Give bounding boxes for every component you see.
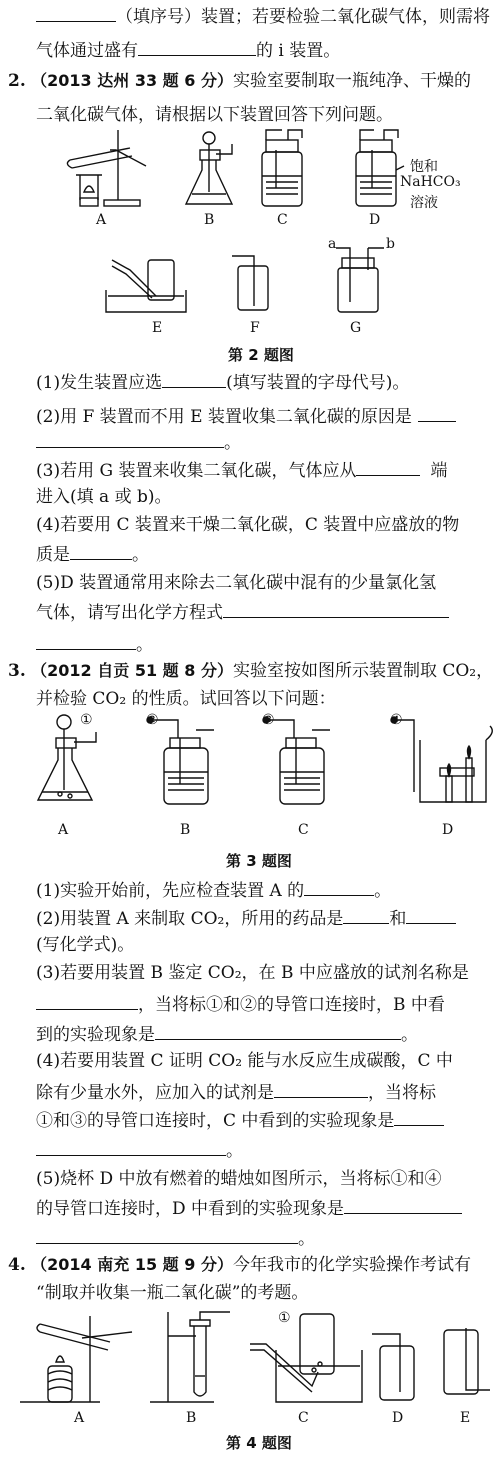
- question-source: （2013 达州 33 题 6 分）: [31, 71, 233, 90]
- label-d: D: [392, 1410, 404, 1426]
- q2-part2: [36, 404, 456, 428]
- label-d: D: [369, 212, 381, 228]
- label-c: C: [277, 212, 288, 228]
- q2-part4-cont: [36, 542, 149, 566]
- part-text: 到的实验现象是: [36, 1025, 155, 1045]
- q3-part4: [36, 1050, 453, 1072]
- q2-stem-line1: [8, 70, 471, 92]
- question-source: （2012 自贡 51 题 8 分）: [31, 661, 233, 680]
- figure-caption: 第 4 题图: [226, 1434, 292, 1452]
- answer-blank[interactable]: [406, 906, 456, 924]
- part-text: ，当将标: [368, 1083, 436, 1103]
- part-text: (1)发生装置应选: [36, 373, 163, 393]
- q4-apparatus-figure: [0, 1306, 504, 1416]
- part-text: (3)若要用装置 B 鉴定 CO₂，在 B 中应盛放的试剂名称是: [36, 963, 469, 983]
- label-b: B: [204, 212, 215, 228]
- d-note-2: NaHCO₃: [400, 174, 461, 190]
- answer-blank[interactable]: [343, 906, 389, 924]
- answer-blank[interactable]: [36, 1226, 298, 1244]
- answer-blank[interactable]: [70, 542, 132, 560]
- question-number: 4.: [8, 1255, 26, 1275]
- question-stem: 今年我市的化学实验操作考试有: [232, 1255, 471, 1275]
- apparatus-e: [444, 1328, 490, 1394]
- marker-4: ④: [390, 712, 403, 728]
- part-text: 和: [389, 909, 407, 929]
- q3-part3: [36, 962, 469, 984]
- question-stem: 实验室要制取一瓶纯净、干燥的: [232, 71, 471, 91]
- figure-caption: 第 2 题图: [228, 346, 294, 364]
- apparatus-b: [186, 132, 232, 204]
- apparatus-b: [150, 1312, 230, 1402]
- apparatus-d: [372, 1334, 414, 1400]
- q3-stem-line1: [8, 660, 493, 682]
- q1-text: （填序号）装置；若要检验二氧化碳气体，则需将: [116, 7, 490, 27]
- apparatus-e: [106, 260, 186, 312]
- question-stem: 实验室按如图所示装置制取 CO₂，: [232, 661, 494, 681]
- q4-stem-line2: [36, 1282, 308, 1304]
- q3-apparatus-figure: [0, 712, 504, 832]
- q3-part5: [36, 1168, 442, 1190]
- label-b: B: [180, 822, 191, 838]
- part-text: 。: [136, 635, 153, 655]
- label-e: E: [152, 320, 163, 336]
- part-text: (5)D 装置通常用来除去二氧化碳中混有的少量氯化氢: [36, 573, 437, 593]
- q4-stem-line1: [8, 1254, 471, 1276]
- part-text: (3)若用 G 装置来收集二氧化碳，气体应从: [36, 461, 357, 481]
- answer-blank[interactable]: [36, 4, 116, 22]
- part-text: 进入(填 a 或 b)。: [36, 487, 172, 507]
- part-text: 。: [224, 433, 241, 453]
- q2-apparatus-figure: [0, 120, 504, 350]
- part-text: ，当将标①和②的导管口连接时，B 中看: [138, 995, 445, 1015]
- question-stem: 并检验 CO₂ 的性质。试回答以下问题：: [36, 689, 336, 709]
- part-text: (2)用装置 A 来制取 CO₂，所用的药品是: [36, 909, 344, 929]
- q2-part1: [36, 370, 409, 394]
- answer-blank[interactable]: [36, 430, 224, 448]
- apparatus-f: [232, 256, 268, 310]
- part-text: 。: [132, 545, 149, 565]
- q2-part5: [36, 572, 436, 594]
- d-note-3: 溶液: [410, 195, 438, 211]
- label-c: C: [298, 1410, 309, 1426]
- part-text: (5)烧杯 D 中放有燃着的蜡烛如图所示，当将标①和④: [36, 1169, 442, 1189]
- q3-part4-cont2: [36, 1108, 444, 1132]
- q3-part2-cont: [36, 934, 134, 956]
- part-text: 。: [298, 1229, 315, 1249]
- answer-blank[interactable]: [223, 600, 449, 618]
- apparatus-d: [356, 130, 404, 206]
- question-stem: 二氧化碳气体，请根据以下装置回答下列问题。: [36, 105, 393, 125]
- label-e: E: [460, 1410, 471, 1426]
- label-c: C: [298, 822, 309, 838]
- question-stem: “制取并收集一瓶二氧化碳”的考题。: [36, 1283, 309, 1303]
- apparatus-a: [67, 130, 146, 206]
- answer-blank[interactable]: [36, 1138, 226, 1156]
- answer-blank[interactable]: [344, 1196, 462, 1214]
- label-f: F: [250, 320, 260, 336]
- q3-part1: [36, 878, 391, 902]
- part-text: 除有少量水外，应加入的试剂是: [36, 1083, 274, 1103]
- q3-part3-end: [36, 1022, 418, 1046]
- label-a: A: [96, 212, 107, 228]
- q1-line1: [36, 4, 490, 28]
- q3-stem-line2: [36, 688, 336, 710]
- question-source: （2014 南充 15 题 9 分）: [31, 1255, 233, 1274]
- marker-2: ②: [146, 712, 159, 728]
- answer-blank[interactable]: [138, 38, 256, 56]
- part-text: (填写装置的字母代号)。: [226, 373, 410, 393]
- d-note-1: 饱和: [410, 159, 438, 175]
- q3-part4-end: [36, 1138, 243, 1162]
- part-text: (写化学式)。: [36, 935, 135, 955]
- q1-text: 的 i 装置。: [256, 41, 341, 61]
- apparatus-c: [262, 130, 302, 206]
- part-text: (4)若要用装置 C 证明 CO₂ 能与水反应生成碳酸，C 中: [36, 1051, 453, 1071]
- question-number: 3.: [8, 661, 26, 681]
- g-tube-a: a: [328, 236, 337, 252]
- q3-part5-cont: [36, 1196, 462, 1220]
- q3-part3-cont: [36, 992, 445, 1016]
- q2-part4: [36, 514, 459, 536]
- marker-1: ①: [80, 712, 93, 728]
- q2-part5-end: [36, 632, 153, 656]
- part-text: ①和③的导管口连接时，C 中看到的实验现象是: [36, 1111, 395, 1131]
- part-text: (2)用 F 装置而不用 E 装置收集二氧化碳的原因是: [36, 407, 412, 427]
- answer-blank[interactable]: [304, 878, 374, 896]
- answer-blank[interactable]: [36, 992, 138, 1010]
- answer-blank[interactable]: [356, 458, 420, 476]
- g-tube-b: b: [386, 236, 395, 252]
- part-text: (4)若要用 C 装置来干燥二氧化碳，C 装置中应盛放的物: [36, 515, 460, 535]
- answer-blank[interactable]: [162, 370, 226, 388]
- q2-part3-cont: [36, 486, 172, 508]
- label-g: G: [350, 320, 362, 336]
- q1-text: 气体通过盛有: [36, 41, 138, 61]
- question-number: 2.: [8, 71, 26, 91]
- answer-blank[interactable]: [155, 1022, 401, 1040]
- marker-3: ③: [262, 712, 275, 728]
- part-text: 。: [226, 1141, 243, 1161]
- apparatus-c: [263, 717, 330, 804]
- answer-blank[interactable]: [394, 1108, 444, 1126]
- label-a: A: [58, 822, 69, 838]
- apparatus-d: [391, 717, 492, 802]
- apparatus-c: [250, 1314, 362, 1402]
- part-text: (1)实验开始前，先应检查装置 A 的: [36, 881, 305, 901]
- q3-part5-end: [36, 1226, 315, 1250]
- part-text: 端: [430, 461, 448, 481]
- label-d: D: [442, 822, 454, 838]
- q1-line2: [36, 38, 340, 62]
- answer-blank[interactable]: [36, 632, 136, 650]
- label-a: A: [74, 1410, 85, 1426]
- q3-part4-cont: [36, 1080, 436, 1104]
- answer-blank[interactable]: [418, 404, 456, 422]
- label-b: B: [186, 1410, 197, 1426]
- part-text: 。: [374, 881, 392, 901]
- q2-part2-cont: [36, 430, 241, 454]
- answer-blank[interactable]: [274, 1080, 368, 1098]
- q2-part3: [36, 458, 447, 482]
- part-text: 的导管口连接时，D 中看到的实验现象是: [36, 1199, 345, 1219]
- figure-caption: 第 3 题图: [226, 852, 292, 870]
- marker-1: ①: [278, 1310, 291, 1326]
- apparatus-b: [147, 717, 214, 804]
- q2-part5-cont: [36, 600, 449, 624]
- q3-part2: [36, 906, 456, 930]
- apparatus-g: [336, 248, 384, 312]
- apparatus-a: [20, 1316, 132, 1402]
- part-text: 气体，请写出化学方程式: [36, 603, 223, 623]
- part-text: 质是: [36, 545, 70, 565]
- part-text: 。: [401, 1025, 418, 1045]
